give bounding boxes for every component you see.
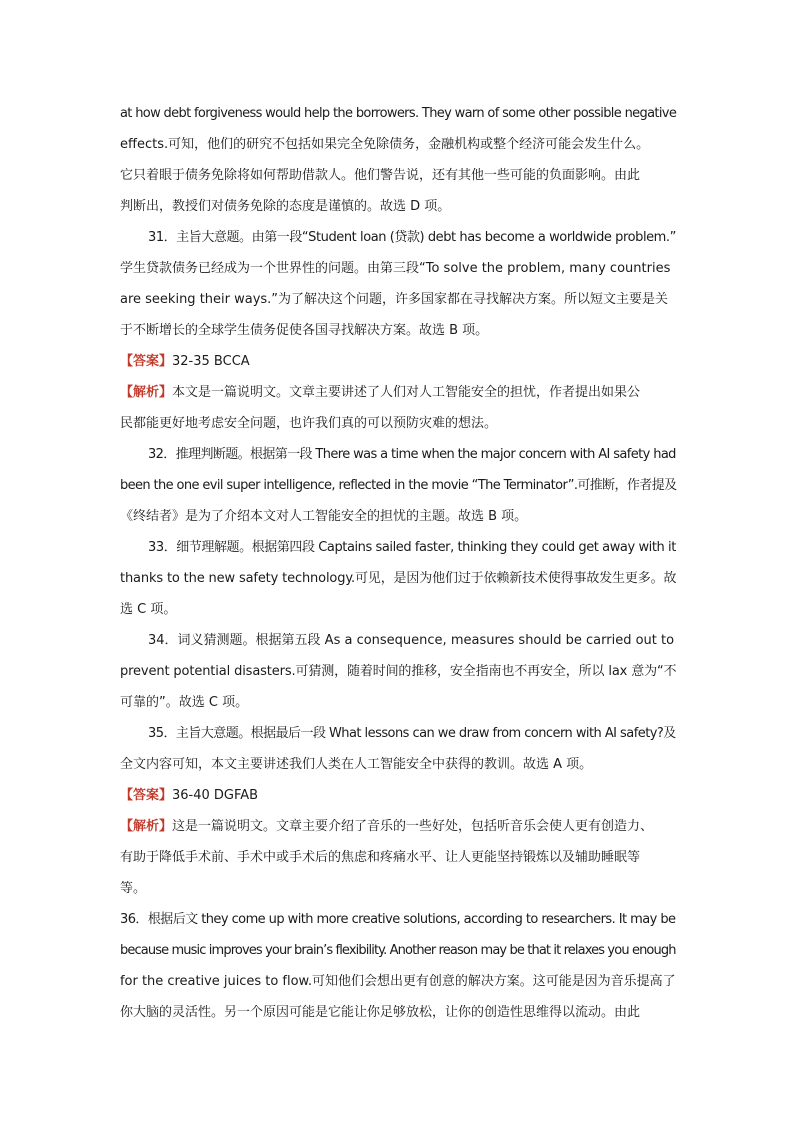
line-text: at how debt forgiveness would help the borrowers. They warn of some other possible negative [120, 106, 677, 121]
text-line [120, 346, 676, 377]
line-text: 31．主旨大意题。由第一段“Student loan (贷款) debt has become a worldwide problem.” [148, 230, 676, 245]
line-text: 《终结者》是为了介绍本文对人工智能安全的担忧的主题。故选 B 项。 [120, 509, 528, 524]
text-line [120, 315, 676, 346]
text-line [120, 501, 676, 532]
answer-tag: 【解析】 [120, 819, 173, 834]
line-text: 民都能更好地考虑安全问题，也许我们真的可以预防灾难的想法。 [120, 416, 498, 431]
text-line [120, 129, 676, 160]
line-text: 学生贷款债务已经成为一个世界性的问题。由第三段“To solve the problem, many countries [120, 261, 671, 276]
text-line [120, 191, 676, 222]
text-line [120, 811, 676, 842]
line-text: 32-35 BCCA [172, 354, 250, 369]
text-line [120, 563, 676, 594]
line-text: 36-40 DGFAB [172, 788, 259, 803]
line-text: effects.可知，他们的研究不包括如果完全免除债务，金融机构或整个经济可能会发生什么。 [120, 137, 650, 152]
text-line [120, 625, 676, 656]
line-text: 34．词义猜测题。根据第五段 As a consequence, measures should be carried out to [148, 633, 675, 648]
text-line [120, 873, 676, 904]
text-line [120, 966, 676, 997]
text-line [120, 904, 676, 935]
text-line [120, 439, 676, 470]
text-line [120, 935, 676, 966]
line-text: 本文是一篇说明文。文章主要讲述了人们对人工智能安全的担忧，作者提出如果公 [172, 385, 641, 400]
text-line [120, 532, 676, 563]
line-text: 它只着眼于债务免除将如何帮助借款人。他们警告说，还有其他一些可能的负面影响。由此 [120, 168, 641, 183]
document-page [120, 98, 676, 1028]
text-line [120, 408, 676, 439]
text-line [120, 594, 676, 625]
line-text: 35．主旨大意题。根据最后一段 What lessons can we draw from concern with AI safety?及 [148, 726, 676, 741]
text-line [120, 377, 676, 408]
line-text: 可靠的”。故选 C 项。 [120, 695, 249, 710]
answer-tag: 【答案】 [120, 788, 173, 803]
text-line [120, 997, 676, 1028]
text-line [120, 780, 676, 811]
text-line [120, 687, 676, 718]
text-line [120, 842, 676, 873]
line-text: 这是一篇说明文。文章主要介绍了音乐的一些好处，包括听音乐会使人更有创造力、 [172, 819, 654, 834]
line-text: because music improves your brain’s flexibility. Another reason may be that it relaxes you enough [120, 943, 676, 958]
line-text: prevent potential disasters.可猜测，随着时间的推移，安全指南也不再安全，所以 lax 意为“不 [120, 664, 677, 679]
line-text: are seeking their ways.”为了解决这个问题，许多国家都在寻找解决方案。所以短文主要是关 [120, 292, 669, 307]
text-line [120, 284, 676, 315]
line-text: 判断出，教授们对债务免除的态度是谨慎的。故选 D 项。 [120, 199, 451, 214]
line-text: 36．根据后文 they come up with more creative solutions, according to researchers. It may be [120, 912, 676, 927]
line-text: for the creative juices to flow.可知他们会想出更有创意的解决方案。这可能是因为音乐提高了 [120, 974, 676, 989]
answer-tag: 【答案】 [120, 354, 173, 369]
text-line [120, 656, 676, 687]
line-text: 全文内容可知，本文主要讲述我们人类在人工智能安全中获得的教训。故选 A 项。 [120, 757, 593, 772]
line-text: been the one evil super intelligence, reflected in the movie “The Terminator”.可推断，作者提及 [120, 478, 677, 493]
text-line [120, 160, 676, 191]
line-text: 选 C 项。 [120, 602, 177, 617]
line-text: 有助于降低手术前、手术中或手术后的焦虑和疼痛水平、让人更能坚持锻炼以及辅助睡眠等 [120, 850, 641, 865]
answer-tag: 【解析】 [120, 385, 173, 400]
line-text: 32．推理判断题。根据第一段 There was a time when the major concern with AI safety had [148, 447, 676, 462]
line-text: 33．细节理解题。根据第四段 Captains sailed faster, thinking they could get away with it [148, 540, 676, 555]
line-text: 你大脑的灵活性。另一个原因可能是它能让你足够放松，让你的创造性思维得以流动。由此 [120, 1005, 641, 1020]
text-line [120, 718, 676, 749]
text-line [120, 98, 676, 129]
line-text: 于不断增长的全球学生债务促使各国寻找解决方案。故选 B 项。 [120, 323, 489, 338]
text-line [120, 749, 676, 780]
text-line [120, 470, 676, 501]
text-line [120, 253, 676, 284]
text-line [120, 222, 676, 253]
line-text: thanks to the new safety technology.可见，是因为他们过于依赖新技术使得事故发生更多。故 [120, 571, 677, 586]
line-text: 等。 [120, 881, 147, 896]
